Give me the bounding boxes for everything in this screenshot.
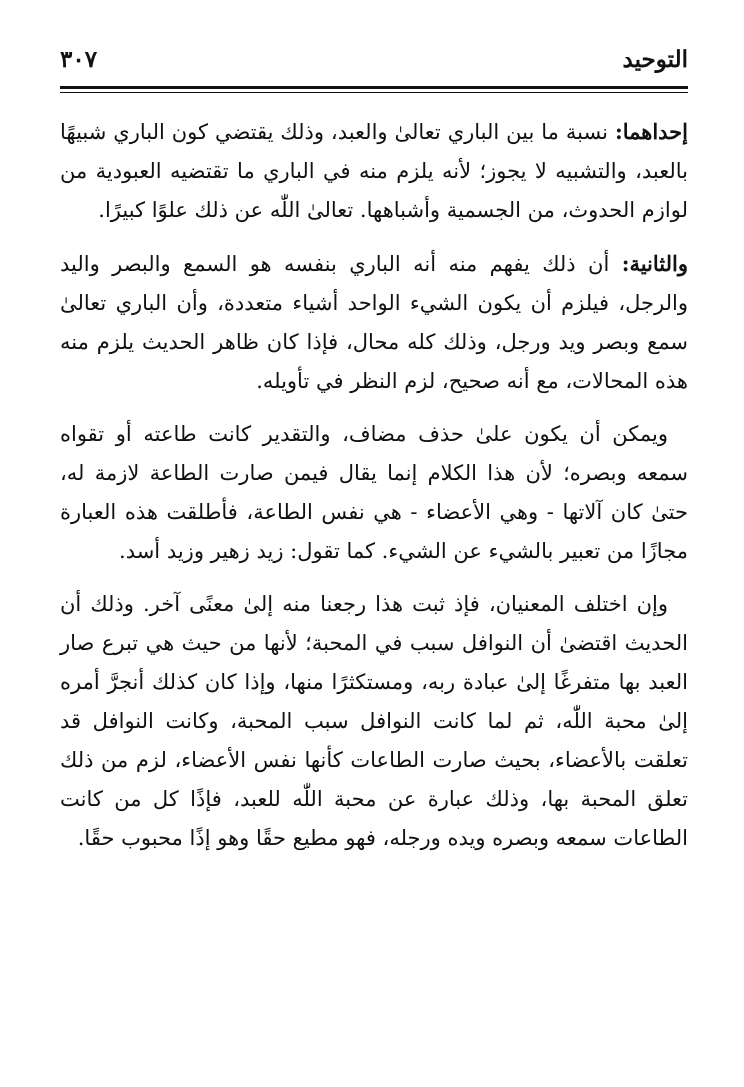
header-rule-thick (60, 86, 688, 89)
paragraph-first-meaning (60, 112, 688, 230)
page-header (60, 46, 688, 86)
paragraph-lead: إحداهما: (614, 119, 688, 144)
body-text (60, 112, 688, 872)
paragraph-text: وإن اختلف المعنيان، فإذ ثبت هذا رجعنا منه إلىٰ معنًى آخر. وذلك أن الحديث اقتضىٰ أن النوافل سبب في المحبة؛ لأنها من حيث هي تبرع صار العبد بها متفرغًا إلىٰ عبادة ربه، ومستكثرًا منها، وإذا كان كذلك أنجرَّ أمره إلىٰ محبة اللّٰه، ثم لما كانت النوافل سبب المحبة، وكانت النوافل قد تعلقت بالأعضاء، بحيث صارت الطاعات كأنها نفس الأعضاء، لزم من ذلك تعلق المحبة بها، وذلك عبارة عن محبة اللّٰه للعبد، فإذًا كل من كانت الطاعات سمعه وبصره ويده ورجله، فهو مطيع حقًا وهو إذًا محبوب حقًا. (60, 592, 688, 850)
paragraph-conclusion (60, 585, 688, 858)
paragraph-text: أن ذلك يفهم منه أنه الباري بنفسه هو السمع والبصر واليد والرجل، فيلزم أن يكون الشيء الواحد أشياء متعددة، وأن الباري تعالىٰ سمع وبصر ويد ورجل، وذلك كله محال، فإذا كان ظاهر الحديث يلزم منه هذه المحالات، مع أنه صحيح، لزم النظر في تأويله. (60, 252, 688, 393)
paragraph-lead: والثانية: (621, 251, 688, 276)
paragraph-interpretation (60, 415, 688, 571)
running-title: التوحيد (622, 46, 688, 73)
paragraph-text: نسبة ما بين الباري تعالىٰ والعبد، وذلك يقتضي كون الباري شبيهًا بالعبد، والتشبيه لا يجوز؛ لأنه يلزم منه في الباري ما تقتضيه العبودية من لوازم الحدوث، من الجسمية وأشباهها. تعالىٰ اللّٰه عن ذلك علوًا كبيرًا. (60, 120, 688, 222)
paragraph-second-meaning (60, 244, 688, 401)
paragraph-text: ويمكن أن يكون علىٰ حذف مضاف، والتقدير كانت طاعته أو تقواه سمعه وبصره؛ لأن هذا الكلام إنما يقال فيمن صارت الطاعة لازمة له، حتىٰ كان آلاتها - وهي الأعضاء - هي نفس الطاعة، فأطلقت هذه العبارة مجازًا من تعبير بالشيء عن الشيء. كما تقول: زيد زهير وزيد أسد. (60, 422, 688, 563)
page-number: ٣٠٧ (60, 46, 98, 73)
header-rule-thin (60, 92, 688, 93)
